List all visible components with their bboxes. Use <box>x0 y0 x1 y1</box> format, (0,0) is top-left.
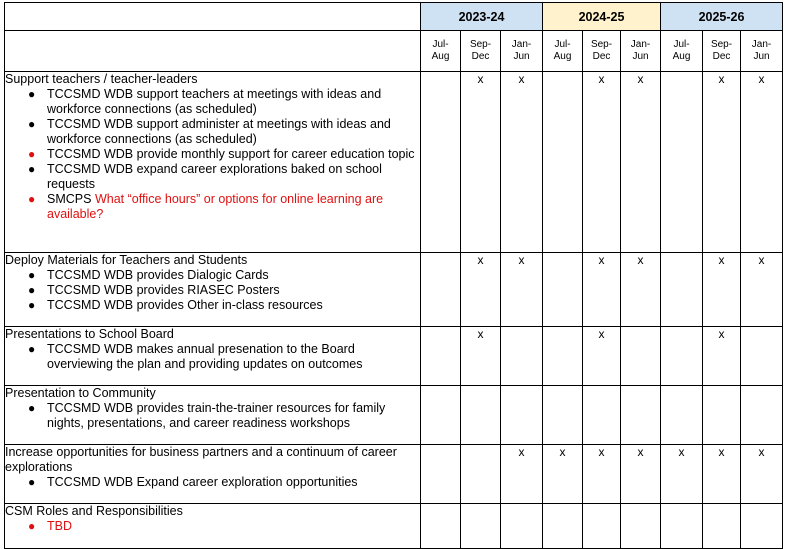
header-corner <box>5 3 421 31</box>
list-item <box>28 401 420 431</box>
bullet-icon: ● <box>28 475 36 489</box>
bullet-text: TCCSMD WDB makes annual presenation to the Board overviewing the plan and providing updates on outcomes <box>47 342 363 371</box>
schedule-cell: x <box>461 327 501 386</box>
schedule-cell: x <box>741 72 783 253</box>
schedule-cell <box>461 445 501 504</box>
bullet-icon: ● <box>28 192 36 206</box>
list-item <box>28 192 420 222</box>
schedule-cell: x <box>703 72 741 253</box>
row-description <box>5 445 421 504</box>
list-item <box>28 268 420 283</box>
schedule-cell <box>661 72 703 253</box>
bullet-icon: ● <box>28 117 36 131</box>
schedule-cell <box>421 504 461 549</box>
row-description <box>5 253 421 327</box>
schedule-cell: x <box>583 445 621 504</box>
bullet-list <box>5 519 420 534</box>
schedule-cell <box>621 327 661 386</box>
bullet-text-red: What “office hours” or options for online learning are available? <box>47 192 384 221</box>
schedule-cell <box>703 504 741 549</box>
bullet-list <box>5 475 420 490</box>
bullet-text: SMCPS <box>47 192 95 206</box>
schedule-cell: x <box>501 253 543 327</box>
schedule-cell: x <box>703 445 741 504</box>
period-header: Sep- Dec <box>583 31 621 72</box>
row-title: Support teachers / teacher-leaders <box>5 72 198 86</box>
period-header-row <box>5 31 783 72</box>
list-item <box>28 519 420 534</box>
plan-body <box>5 72 783 549</box>
header-corner-lower <box>5 31 421 72</box>
schedule-cell: x <box>461 72 501 253</box>
row-description <box>5 386 421 445</box>
table-row <box>5 72 783 253</box>
schedule-cell <box>583 386 621 445</box>
schedule-cell: x <box>501 72 543 253</box>
plan-table <box>4 2 783 549</box>
period-header: Jan- Jun <box>501 31 543 72</box>
bullet-list <box>5 87 420 222</box>
row-title: Presentations to School Board <box>5 327 174 341</box>
list-item <box>28 162 420 192</box>
period-header: Jan- Jun <box>741 31 783 72</box>
table-row <box>5 327 783 386</box>
schedule-cell <box>421 386 461 445</box>
bullet-icon: ● <box>28 283 36 297</box>
row-title: Deploy Materials for Teachers and Students <box>5 253 248 267</box>
bullet-icon: ● <box>28 147 36 161</box>
row-title: Presentation to Community <box>5 386 156 400</box>
bullet-text: TCCSMD WDB expand career explorations baked on school requests <box>47 162 382 191</box>
schedule-cell: x <box>703 327 741 386</box>
list-item <box>28 342 420 372</box>
row-title: CSM Roles and Responsibilities <box>5 504 183 518</box>
schedule-cell: x <box>543 445 583 504</box>
table-row <box>5 445 783 504</box>
list-item <box>28 117 420 147</box>
schedule-cell: x <box>661 445 703 504</box>
schedule-cell <box>583 504 621 549</box>
schedule-cell: x <box>621 72 661 253</box>
bullet-text: TCCSMD WDB support teachers at meetings with ideas and workforce connections (as scheduled) <box>47 87 382 116</box>
schedule-cell: x <box>583 327 621 386</box>
schedule-cell: x <box>461 253 501 327</box>
period-header: Sep- Dec <box>703 31 741 72</box>
list-item <box>28 147 420 162</box>
schedule-cell <box>501 504 543 549</box>
schedule-cell <box>543 253 583 327</box>
bullet-list <box>5 342 420 372</box>
schedule-cell <box>461 504 501 549</box>
period-header: Sep- Dec <box>461 31 501 72</box>
schedule-cell <box>543 72 583 253</box>
year-header: 2024-25 <box>543 3 661 31</box>
period-header: Jul- Aug <box>543 31 583 72</box>
bullet-icon: ● <box>28 401 36 415</box>
schedule-cell <box>741 386 783 445</box>
schedule-cell <box>543 386 583 445</box>
schedule-cell <box>703 386 741 445</box>
row-description <box>5 327 421 386</box>
year-header: 2023-24 <box>421 3 543 31</box>
period-header: Jan- Jun <box>621 31 661 72</box>
row-description <box>5 72 421 253</box>
row-description <box>5 504 421 549</box>
schedule-cell <box>661 386 703 445</box>
bullet-icon: ● <box>28 342 36 356</box>
bullet-icon: ● <box>28 162 36 176</box>
schedule-cell <box>421 327 461 386</box>
bullet-text: TCCSMD WDB provides RIASEC Posters <box>47 283 280 297</box>
bullet-icon: ● <box>28 268 36 282</box>
schedule-cell <box>543 327 583 386</box>
schedule-cell <box>661 327 703 386</box>
list-item <box>28 298 420 313</box>
list-item <box>28 283 420 298</box>
schedule-cell: x <box>583 72 621 253</box>
schedule-cell: x <box>703 253 741 327</box>
bullet-text: TCCSMD WDB provide monthly support for career education topic <box>47 147 415 161</box>
schedule-cell <box>661 504 703 549</box>
period-header: Jul- Aug <box>421 31 461 72</box>
table-row <box>5 504 783 549</box>
bullet-text: TCCSMD WDB support administer at meetings with ideas and workforce connections (as scheduled) <box>47 117 391 146</box>
list-item <box>28 87 420 117</box>
schedule-cell <box>421 445 461 504</box>
schedule-cell <box>501 327 543 386</box>
bullet-icon: ● <box>28 519 36 533</box>
bullet-text: TCCSMD WDB Expand career exploration opportunities <box>47 475 358 489</box>
bullet-icon: ● <box>28 298 36 312</box>
schedule-cell: x <box>741 445 783 504</box>
bullet-list <box>5 401 420 431</box>
schedule-cell <box>661 253 703 327</box>
list-item <box>28 475 420 490</box>
bullet-text: TCCSMD WDB provides train-the-trainer resources for family nights, presentations, and career readiness workshops <box>47 401 386 430</box>
year-header-row <box>5 3 783 31</box>
schedule-cell <box>621 386 661 445</box>
bullet-text: TCCSMD WDB provides Dialogic Cards <box>47 268 269 282</box>
schedule-cell <box>421 72 461 253</box>
schedule-cell <box>621 504 661 549</box>
period-header: Jul- Aug <box>661 31 703 72</box>
schedule-cell: x <box>501 445 543 504</box>
schedule-cell <box>461 386 501 445</box>
schedule-cell <box>543 504 583 549</box>
schedule-cell <box>421 253 461 327</box>
schedule-cell: x <box>621 445 661 504</box>
bullet-icon: ● <box>28 87 36 101</box>
schedule-cell: x <box>583 253 621 327</box>
bullet-text: TCCSMD WDB provides Other in-class resources <box>47 298 323 312</box>
table-row <box>5 253 783 327</box>
row-title: Increase opportunities for business partners and a continuum of career explorations <box>5 445 397 474</box>
schedule-cell: x <box>621 253 661 327</box>
schedule-cell <box>501 386 543 445</box>
table-row <box>5 386 783 445</box>
schedule-cell: x <box>741 253 783 327</box>
schedule-cell <box>741 327 783 386</box>
bullet-text-red: TBD <box>47 519 72 533</box>
schedule-cell <box>741 504 783 549</box>
year-header: 2025-26 <box>661 3 783 31</box>
bullet-list <box>5 268 420 313</box>
